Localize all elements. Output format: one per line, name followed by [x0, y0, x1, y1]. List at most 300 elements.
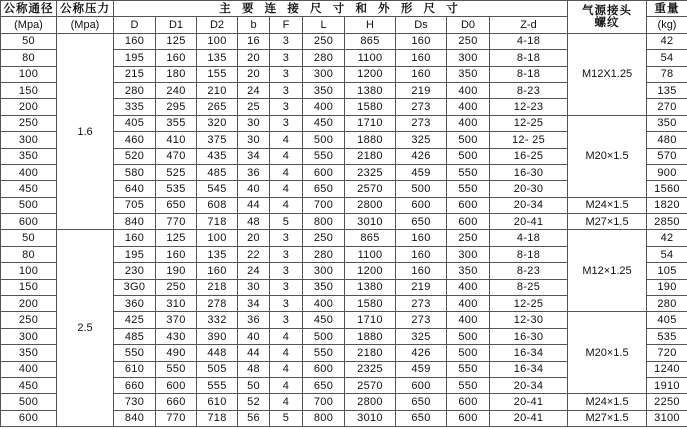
cell-dim: 3 — [270, 50, 303, 66]
cell-dim: 160 — [396, 230, 447, 246]
cell-weight: 480 — [647, 132, 687, 148]
cell-weight: 3100 — [647, 410, 687, 426]
cell-dim: 320 — [197, 115, 238, 131]
cell-dim: 610 — [114, 361, 156, 377]
cell-dim: 215 — [114, 66, 156, 82]
cell-weight: 1910 — [647, 377, 687, 393]
cell-dim: 280 — [303, 246, 345, 262]
cell-weight: 54 — [647, 246, 687, 262]
cell-dim: 4 — [270, 197, 303, 213]
cell-dim: 12-23 — [490, 99, 568, 115]
cell-dim: 4 — [270, 164, 303, 180]
cell-dim: 8-18 — [490, 246, 568, 262]
cell-dim: 44 — [238, 345, 270, 361]
cell-dim: 40 — [238, 181, 270, 197]
cell-weight: 105 — [647, 263, 687, 279]
cell-dim: 3G0 — [114, 279, 156, 295]
cell-dim: 160 — [156, 246, 197, 262]
cell-dim: 425 — [114, 312, 156, 328]
cell-dim: 650 — [396, 394, 447, 410]
cell-dim: 20-41 — [490, 394, 568, 410]
cell-dim: 580 — [114, 164, 156, 180]
cell-thread: M27×1.5 — [568, 410, 647, 426]
cell-dim: 125 — [156, 230, 197, 246]
cell-dim: 34 — [238, 148, 270, 164]
cell-dim: 426 — [396, 345, 447, 361]
cell-dim: 350 — [303, 279, 345, 295]
cell-dim: 20-41 — [490, 410, 568, 426]
cell-dim: 12-25 — [490, 296, 568, 312]
cell-dim: 410 — [156, 132, 197, 148]
cell-dn: 200 — [1, 99, 57, 115]
cell-dim: 273 — [396, 296, 447, 312]
col-header: H — [345, 17, 396, 33]
cell-dim: 600 — [303, 164, 345, 180]
cell-dn: 500 — [1, 394, 57, 410]
cell-weight: 190 — [647, 279, 687, 295]
cell-weight: 1560 — [647, 181, 687, 197]
cell-dim: 1880 — [345, 132, 396, 148]
cell-dim: 730 — [114, 394, 156, 410]
header-nominal-dn: 公称通径 — [1, 1, 57, 17]
cell-dim: 300 — [303, 263, 345, 279]
cell-dim: 8-23 — [490, 82, 568, 98]
cell-dim: 840 — [114, 214, 156, 230]
cell-dim: 48 — [238, 214, 270, 230]
cell-dim: 30 — [238, 132, 270, 148]
cell-dim: 160 — [396, 66, 447, 82]
cell-dim: 1580 — [345, 99, 396, 115]
cell-dim: 550 — [114, 345, 156, 361]
cell-dim: 550 — [447, 164, 490, 180]
cell-dim: 16-34 — [490, 345, 568, 361]
cell-dim: 4-18 — [490, 230, 568, 246]
cell-dim: 535 — [156, 181, 197, 197]
cell-dim: 273 — [396, 312, 447, 328]
header-unit-weight: (kg) — [647, 17, 687, 33]
cell-dim: 4 — [270, 377, 303, 393]
cell-dim: 430 — [156, 328, 197, 344]
header-unit-pn: (Mpa) — [57, 17, 114, 33]
col-header: D1 — [156, 17, 197, 33]
cell-dn: 250 — [1, 115, 57, 131]
cell-dn: 100 — [1, 66, 57, 82]
cell-dim: 4-18 — [490, 33, 568, 49]
cell-dn: 350 — [1, 148, 57, 164]
cell-dim: 1200 — [345, 263, 396, 279]
cell-dim: 550 — [447, 377, 490, 393]
cell-dim: 160 — [396, 263, 447, 279]
cell-dim: 770 — [156, 410, 197, 426]
table-row — [1, 230, 687, 246]
cell-dim: 550 — [303, 345, 345, 361]
cell-dim: 22 — [238, 246, 270, 262]
cell-dn: 400 — [1, 361, 57, 377]
cell-dim: 3 — [270, 66, 303, 82]
cell-dn: 450 — [1, 377, 57, 393]
cell-dim: 450 — [303, 115, 345, 131]
cell-dim: 125 — [156, 33, 197, 49]
cell-dim: 485 — [197, 164, 238, 180]
cell-dim: 2325 — [345, 164, 396, 180]
cell-weight: 405 — [647, 312, 687, 328]
cell-dim: 400 — [447, 82, 490, 98]
cell-dim: 160 — [197, 263, 238, 279]
header-nominal-pressure: 公称压力 — [57, 1, 114, 17]
cell-dim: 500 — [303, 328, 345, 344]
cell-dim: 520 — [114, 148, 156, 164]
cell-dim: 52 — [238, 394, 270, 410]
cell-dim: 1380 — [345, 279, 396, 295]
cell-dim: 865 — [345, 33, 396, 49]
cell-dim: 3 — [270, 33, 303, 49]
cell-dim: 250 — [447, 230, 490, 246]
cell-dim: 400 — [447, 279, 490, 295]
cell-dim: 3010 — [345, 410, 396, 426]
cell-dim: 250 — [156, 279, 197, 295]
cell-dn: 300 — [1, 328, 57, 344]
cell-dim: 450 — [303, 312, 345, 328]
cell-dim: 405 — [114, 115, 156, 131]
cell-thread: M20×1.5 — [568, 312, 647, 394]
cell-dim: 2800 — [345, 394, 396, 410]
cell-dim: 650 — [396, 410, 447, 426]
cell-dim: 355 — [156, 115, 197, 131]
cell-dim: 400 — [447, 115, 490, 131]
cell-dim: 375 — [197, 132, 238, 148]
cell-thread: M27×1.5 — [568, 214, 647, 230]
cell-dim: 600 — [396, 377, 447, 393]
cell-dim: 160 — [396, 246, 447, 262]
cell-dim: 600 — [303, 361, 345, 377]
cell-dim: 470 — [156, 148, 197, 164]
cell-dim: 370 — [156, 312, 197, 328]
cell-dn: 400 — [1, 164, 57, 180]
cell-dim: 800 — [303, 410, 345, 426]
cell-dim: 555 — [197, 377, 238, 393]
cell-dim: 16-30 — [490, 164, 568, 180]
cell-dim: 230 — [114, 263, 156, 279]
cell-dim: 40 — [238, 328, 270, 344]
cell-weight: 535 — [647, 328, 687, 344]
cell-weight: 42 — [647, 33, 687, 49]
cell-dim: 280 — [303, 50, 345, 66]
cell-dim: 550 — [447, 181, 490, 197]
cell-dn: 250 — [1, 312, 57, 328]
cell-dim: 2180 — [345, 148, 396, 164]
cell-dim: 3 — [270, 99, 303, 115]
cell-weight: 280 — [647, 296, 687, 312]
col-header: D — [114, 17, 156, 33]
cell-dim: 5 — [270, 410, 303, 426]
cell-dim: 50 — [238, 377, 270, 393]
cell-weight: 570 — [647, 148, 687, 164]
cell-weight: 900 — [647, 164, 687, 180]
cell-dim: 600 — [447, 394, 490, 410]
cell-dim: 20 — [238, 66, 270, 82]
cell-dim: 2800 — [345, 197, 396, 213]
cell-dim: 2570 — [345, 181, 396, 197]
cell-dim: 3 — [270, 296, 303, 312]
cell-dim: 350 — [447, 263, 490, 279]
cell-dim: 310 — [156, 296, 197, 312]
cell-dim: 800 — [303, 214, 345, 230]
cell-dim: 210 — [197, 82, 238, 98]
cell-dn: 100 — [1, 263, 57, 279]
cell-dim: 4 — [270, 148, 303, 164]
cell-dim: 2570 — [345, 377, 396, 393]
cell-dim: 30 — [238, 115, 270, 131]
cell-weight: 2250 — [647, 394, 687, 410]
cell-dim: 1880 — [345, 328, 396, 344]
cell-dim: 8-18 — [490, 50, 568, 66]
cell-dn: 450 — [1, 181, 57, 197]
cell-thread: M20×1.5 — [568, 115, 647, 197]
cell-dim: 219 — [396, 82, 447, 98]
cell-dim: 3 — [270, 230, 303, 246]
cell-dim: 325 — [396, 132, 447, 148]
cell-dim: 20-34 — [490, 377, 568, 393]
cell-dim: 219 — [396, 279, 447, 295]
col-header: L — [303, 17, 345, 33]
cell-dim: 8-18 — [490, 66, 568, 82]
cell-dim: 435 — [197, 148, 238, 164]
cell-dim: 660 — [156, 394, 197, 410]
cell-weight: 350 — [647, 115, 687, 131]
cell-dim: 865 — [345, 230, 396, 246]
cell-dim: 545 — [197, 181, 238, 197]
cell-dim: 1100 — [345, 246, 396, 262]
cell-dim: 400 — [447, 296, 490, 312]
cell-dim: 4 — [270, 132, 303, 148]
cell-dim: 160 — [396, 33, 447, 49]
header-row-1 — [1, 1, 687, 17]
cell-dim: 325 — [396, 328, 447, 344]
cell-dn: 200 — [1, 296, 57, 312]
cell-dim: 4 — [270, 361, 303, 377]
cell-dim: 350 — [303, 82, 345, 98]
cell-dim: 610 — [197, 394, 238, 410]
cell-dim: 20-41 — [490, 214, 568, 230]
cell-dim: 350 — [447, 66, 490, 82]
cell-dim: 500 — [447, 345, 490, 361]
cell-dim: 36 — [238, 312, 270, 328]
cell-dim: 20-34 — [490, 197, 568, 213]
cell-dim: 12-25 — [490, 115, 568, 131]
cell-dim: 16-34 — [490, 361, 568, 377]
cell-thread: M24×1.5 — [568, 197, 647, 213]
cell-dim: 250 — [447, 33, 490, 49]
cell-dim: 700 — [303, 197, 345, 213]
cell-dn: 80 — [1, 50, 57, 66]
cell-dn: 80 — [1, 246, 57, 262]
cell-dim: 4 — [270, 345, 303, 361]
cell-dim: 705 — [114, 197, 156, 213]
cell-dim: 5 — [270, 214, 303, 230]
cell-dim: 608 — [197, 197, 238, 213]
cell-dim: 426 — [396, 148, 447, 164]
cell-dim: 3 — [270, 279, 303, 295]
cell-dim: 500 — [447, 148, 490, 164]
cell-dim: 16-25 — [490, 148, 568, 164]
cell-dim: 459 — [396, 361, 447, 377]
cell-dim: 2180 — [345, 345, 396, 361]
cell-dim: 3 — [270, 263, 303, 279]
cell-dim: 390 — [197, 328, 238, 344]
cell-dim: 180 — [156, 66, 197, 82]
cell-dn: 350 — [1, 345, 57, 361]
cell-dim: 24 — [238, 263, 270, 279]
col-header: D2 — [197, 17, 238, 33]
table-row — [1, 33, 687, 49]
cell-dim: 20-30 — [490, 181, 568, 197]
cell-dim: 12-30 — [490, 312, 568, 328]
cell-dim: 600 — [447, 214, 490, 230]
cell-dim: 56 — [238, 410, 270, 426]
cell-dim: 160 — [114, 230, 156, 246]
cell-dim: 505 — [197, 361, 238, 377]
cell-dim: 160 — [114, 33, 156, 49]
cell-dim: 1200 — [345, 66, 396, 82]
cell-dim: 400 — [447, 99, 490, 115]
cell-dim: 300 — [447, 50, 490, 66]
cell-dim: 3 — [270, 115, 303, 131]
cell-dim: 30 — [238, 279, 270, 295]
cell-dim: 718 — [197, 214, 238, 230]
cell-dim: 240 — [156, 82, 197, 98]
cell-dim: 2325 — [345, 361, 396, 377]
cell-dim: 650 — [396, 214, 447, 230]
cell-weight: 42 — [647, 230, 687, 246]
cell-dim: 1100 — [345, 50, 396, 66]
cell-dim: 332 — [197, 312, 238, 328]
cell-dim: 218 — [197, 279, 238, 295]
cell-dn: 600 — [1, 410, 57, 426]
cell-dim: 550 — [447, 361, 490, 377]
cell-dim: 265 — [197, 99, 238, 115]
header-thread-line1: 气源接头 — [582, 4, 633, 17]
cell-weight: 54 — [647, 50, 687, 66]
cell-weight: 78 — [647, 66, 687, 82]
cell-dim: 500 — [447, 132, 490, 148]
cell-dim: 190 — [156, 263, 197, 279]
cell-dim: 273 — [396, 115, 447, 131]
cell-dim: 840 — [114, 410, 156, 426]
col-header: Z-d — [490, 17, 568, 33]
cell-dn: 500 — [1, 197, 57, 213]
cell-dim: 8-25 — [490, 279, 568, 295]
header-thread — [568, 1, 647, 34]
header-main-dims: 主 要 连 接 尺 寸 和 外 形 尺 寸 — [114, 1, 568, 17]
cell-dn: 600 — [1, 214, 57, 230]
cell-dim: 34 — [238, 296, 270, 312]
cell-weight: 1820 — [647, 197, 687, 213]
cell-thread: M12×1.25 — [568, 230, 647, 312]
cell-dim: 48 — [238, 361, 270, 377]
cell-dim: 500 — [303, 132, 345, 148]
cell-dim: 550 — [303, 148, 345, 164]
cell-dim: 195 — [114, 246, 156, 262]
cell-dim: 36 — [238, 164, 270, 180]
cell-dim: 3 — [270, 246, 303, 262]
table-header — [1, 1, 687, 34]
cell-dim: 448 — [197, 345, 238, 361]
cell-dn: 150 — [1, 82, 57, 98]
cell-dim: 459 — [396, 164, 447, 180]
cell-dim: 1380 — [345, 82, 396, 98]
cell-dim: 3 — [270, 82, 303, 98]
cell-dim: 770 — [156, 214, 197, 230]
cell-dim: 295 — [156, 99, 197, 115]
cell-weight: 720 — [647, 345, 687, 361]
cell-dim: 600 — [447, 410, 490, 426]
cell-pressure: 2.5 — [57, 230, 114, 427]
cell-pressure: 1.6 — [57, 33, 114, 230]
cell-dn: 50 — [1, 230, 57, 246]
cell-dim: 250 — [303, 230, 345, 246]
cell-dim: 400 — [303, 296, 345, 312]
cell-dim: 16 — [238, 33, 270, 49]
col-header: b — [238, 17, 270, 33]
col-header: Ds — [396, 17, 447, 33]
cell-dim: 280 — [114, 82, 156, 98]
cell-dim: 650 — [156, 197, 197, 213]
cell-dim: 250 — [303, 33, 345, 49]
table-body — [1, 33, 687, 426]
cell-dim: 400 — [303, 99, 345, 115]
cell-dim: 100 — [197, 33, 238, 49]
cell-dim: 360 — [114, 296, 156, 312]
cell-weight: 135 — [647, 82, 687, 98]
cell-dim: 160 — [396, 50, 447, 66]
col-header: F — [270, 17, 303, 33]
cell-dim: 300 — [447, 246, 490, 262]
cell-dim: 485 — [114, 328, 156, 344]
cell-dim: 550 — [156, 361, 197, 377]
cell-dim: 20 — [238, 230, 270, 246]
cell-dim: 4 — [270, 394, 303, 410]
header-weight: 重量 — [647, 1, 687, 17]
cell-dim: 400 — [447, 312, 490, 328]
cell-dim: 600 — [447, 197, 490, 213]
cell-thread: M24×1.5 — [568, 394, 647, 410]
cell-dim: 300 — [303, 66, 345, 82]
cell-thread: M12X1.25 — [568, 33, 647, 115]
cell-dim: 700 — [303, 394, 345, 410]
cell-dim: 490 — [156, 345, 197, 361]
cell-dim: 718 — [197, 410, 238, 426]
cell-dim: 135 — [197, 50, 238, 66]
cell-dim: 650 — [303, 377, 345, 393]
cell-dim: 640 — [114, 181, 156, 197]
cell-dim: 160 — [156, 50, 197, 66]
cell-dim: 100 — [197, 230, 238, 246]
cell-dim: 500 — [396, 181, 447, 197]
cell-dim: 20 — [238, 50, 270, 66]
cell-dn: 150 — [1, 279, 57, 295]
cell-dim: 44 — [238, 197, 270, 213]
cell-dim: 1710 — [345, 312, 396, 328]
cell-dim: 195 — [114, 50, 156, 66]
cell-dim: 1580 — [345, 296, 396, 312]
col-header: D0 — [447, 17, 490, 33]
cell-dim: 16-30 — [490, 328, 568, 344]
cell-dim: 500 — [447, 328, 490, 344]
cell-dn: 50 — [1, 33, 57, 49]
cell-dim: 3010 — [345, 214, 396, 230]
cell-dim: 600 — [156, 377, 197, 393]
cell-dim: 3 — [270, 312, 303, 328]
